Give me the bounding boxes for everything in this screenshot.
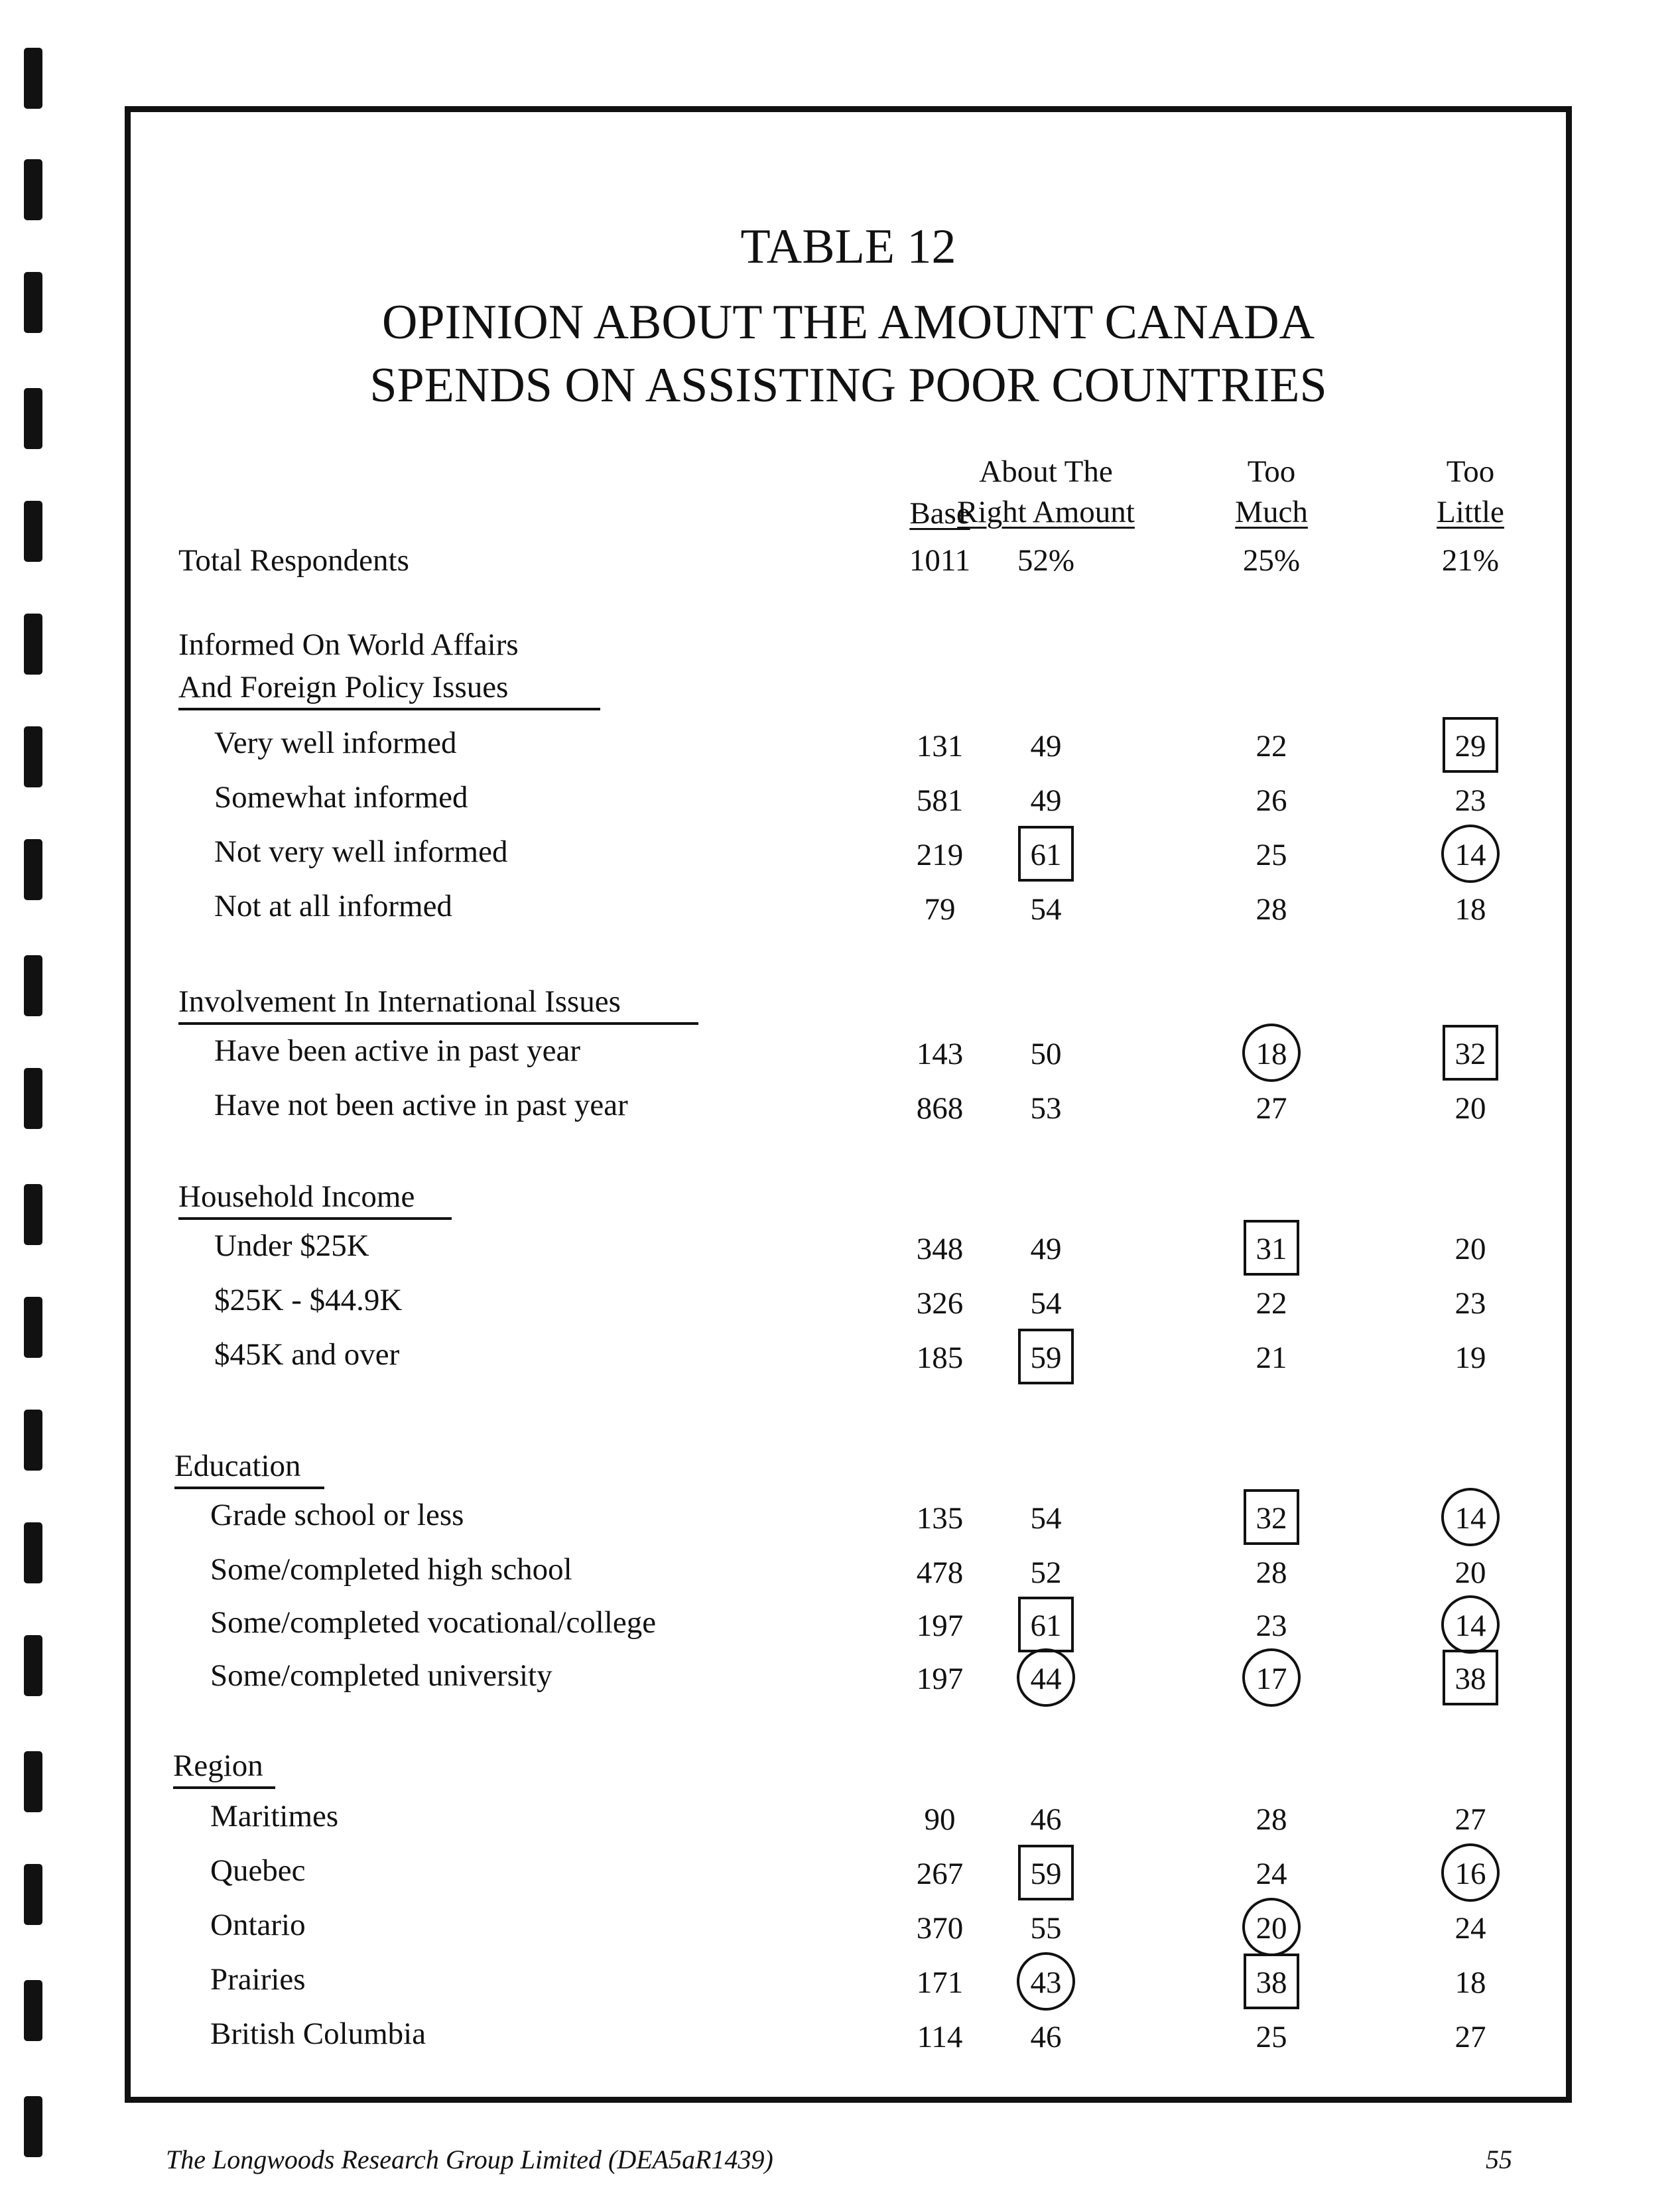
page-number: 55 bbox=[1486, 2145, 1512, 2174]
binding-mark bbox=[24, 1184, 42, 1245]
significance-box bbox=[1443, 1650, 1498, 1705]
section-underline bbox=[178, 1217, 452, 1220]
significance-circle bbox=[1441, 1488, 1500, 1546]
binding-mark bbox=[24, 272, 42, 333]
cell-about-right: 50 bbox=[1030, 1037, 1062, 1071]
cell-base: 219 bbox=[916, 838, 964, 872]
cell-about-right: 55 bbox=[1030, 1911, 1062, 1946]
cell-about-right: 54 bbox=[1030, 892, 1062, 927]
binding-mark bbox=[24, 2096, 42, 2157]
row-label: Not very well informed bbox=[214, 834, 508, 869]
cell-base: 581 bbox=[916, 783, 964, 818]
row-label: Some/completed high school bbox=[210, 1552, 572, 1587]
section-heading: Region bbox=[173, 1749, 263, 1783]
cell-base: 197 bbox=[916, 1609, 964, 1643]
cell-too-much: 21 bbox=[1256, 1341, 1287, 1375]
cell-about-right: 49 bbox=[1030, 1232, 1062, 1266]
binding-mark bbox=[24, 1068, 42, 1129]
cell-too-much: 18 bbox=[1256, 1037, 1287, 1071]
significance-circle bbox=[1441, 1595, 1500, 1654]
significance-circle bbox=[1242, 1024, 1301, 1082]
cell-too-much: 25% bbox=[1242, 543, 1301, 578]
cell-too-much: 24 bbox=[1256, 1857, 1287, 1891]
section-heading: Education bbox=[174, 1449, 301, 1483]
row-label: Have not been active in past year bbox=[214, 1088, 628, 1122]
cell-too-much: 31 bbox=[1256, 1232, 1287, 1266]
cell-base: 135 bbox=[916, 1501, 964, 1536]
column-header-base: Base bbox=[909, 496, 970, 531]
cell-too-little: 23 bbox=[1454, 1286, 1486, 1321]
column-header-too-little: Too Little bbox=[1437, 454, 1504, 530]
significance-circle bbox=[1441, 825, 1500, 883]
binding-mark bbox=[24, 48, 42, 109]
cell-too-much: 28 bbox=[1256, 892, 1287, 927]
significance-box bbox=[1018, 1329, 1074, 1384]
cell-too-much: 17 bbox=[1256, 1662, 1287, 1696]
cell-about-right: 53 bbox=[1030, 1091, 1062, 1126]
significance-circle bbox=[1017, 1648, 1075, 1707]
row-label: Somewhat informed bbox=[214, 780, 468, 815]
row-label: Not at all informed bbox=[214, 889, 452, 923]
row-label: Total Respondents bbox=[178, 543, 409, 578]
cell-about-right: 52% bbox=[1017, 543, 1075, 578]
cell-about-right: 61 bbox=[1030, 1609, 1062, 1643]
significance-box bbox=[1244, 1954, 1299, 2009]
cell-too-little: 38 bbox=[1454, 1662, 1486, 1696]
footer-company: The Longwoods Research Group Limited (DEA5aR1439) bbox=[166, 2145, 773, 2174]
cell-too-little: 14 bbox=[1454, 838, 1486, 872]
cell-too-little: 16 bbox=[1454, 1857, 1486, 1891]
cell-too-much: 27 bbox=[1256, 1091, 1287, 1126]
row-label: Prairies bbox=[210, 1962, 306, 1997]
cell-too-little: 14 bbox=[1454, 1501, 1486, 1536]
binding-mark bbox=[24, 955, 42, 1016]
significance-box bbox=[1018, 1597, 1074, 1652]
significance-circle bbox=[1242, 1898, 1301, 1956]
cell-about-right: 49 bbox=[1030, 729, 1062, 763]
table-frame bbox=[125, 106, 1572, 2103]
section-heading: Involvement In International Issues bbox=[178, 984, 621, 1019]
cell-too-much: 28 bbox=[1256, 1802, 1287, 1837]
cell-about-right: 46 bbox=[1030, 2020, 1062, 2054]
cell-base: 171 bbox=[916, 1965, 964, 2000]
row-label: Very well informed bbox=[214, 726, 457, 760]
row-label: Some/completed university bbox=[210, 1658, 552, 1693]
cell-too-little: 27 bbox=[1454, 1802, 1486, 1837]
cell-too-little: 27 bbox=[1454, 2020, 1486, 2054]
section-heading: And Foreign Policy Issues bbox=[178, 670, 509, 704]
row-label: Under $25K bbox=[214, 1228, 369, 1263]
binding-mark bbox=[24, 159, 42, 220]
cell-too-much: 22 bbox=[1256, 1286, 1287, 1321]
significance-circle bbox=[1242, 1648, 1301, 1707]
cell-base: 326 bbox=[916, 1286, 964, 1321]
cell-base: 90 bbox=[924, 1802, 956, 1837]
binding-mark bbox=[24, 839, 42, 900]
column-header-too-much: Too Much bbox=[1235, 454, 1308, 530]
cell-base: 478 bbox=[916, 1556, 964, 1590]
row-label: Some/completed vocational/college bbox=[210, 1605, 657, 1640]
cell-too-little: 18 bbox=[1454, 1965, 1486, 2000]
cell-base: 79 bbox=[924, 892, 956, 927]
cell-too-much: 22 bbox=[1256, 729, 1287, 763]
table-title-line2: SPENDS ON ASSISTING POOR COUNTRIES bbox=[369, 358, 1327, 413]
table-title-line1: OPINION ABOUT THE AMOUNT CANADA bbox=[381, 295, 1315, 350]
row-label: Quebec bbox=[210, 1853, 306, 1888]
significance-box bbox=[1244, 1489, 1299, 1545]
cell-too-much: 23 bbox=[1256, 1609, 1287, 1643]
cell-too-little: 20 bbox=[1454, 1232, 1486, 1266]
cell-about-right: 49 bbox=[1030, 783, 1062, 818]
row-label: $25K - $44.9K bbox=[214, 1283, 403, 1317]
significance-box bbox=[1018, 826, 1074, 882]
cell-base: 348 bbox=[916, 1232, 964, 1266]
section-underline bbox=[174, 1487, 324, 1489]
cell-about-right: 44 bbox=[1030, 1662, 1062, 1696]
cell-base: 185 bbox=[916, 1341, 964, 1375]
binding-mark bbox=[24, 1980, 42, 2041]
section-underline bbox=[173, 1786, 275, 1789]
row-label: Grade school or less bbox=[210, 1498, 464, 1532]
binding-mark bbox=[24, 726, 42, 787]
cell-too-much: 25 bbox=[1256, 2020, 1287, 2054]
significance-box bbox=[1443, 717, 1498, 773]
cell-about-right: 46 bbox=[1030, 1802, 1062, 1837]
cell-about-right: 54 bbox=[1030, 1501, 1062, 1536]
section-underline bbox=[178, 1022, 698, 1025]
row-label: Ontario bbox=[210, 1908, 306, 1942]
cell-too-little: 19 bbox=[1454, 1341, 1486, 1375]
cell-too-much: 25 bbox=[1256, 838, 1287, 872]
cell-too-little: 20 bbox=[1454, 1556, 1486, 1590]
binding-mark bbox=[24, 1635, 42, 1696]
cell-too-much: 38 bbox=[1256, 1965, 1287, 2000]
significance-box bbox=[1244, 1220, 1299, 1276]
cell-too-much: 28 bbox=[1256, 1556, 1287, 1590]
cell-too-little: 32 bbox=[1454, 1037, 1486, 1071]
cell-about-right: 54 bbox=[1030, 1286, 1062, 1321]
binding-mark bbox=[24, 1410, 42, 1471]
row-label: British Columbia bbox=[210, 2017, 426, 2051]
cell-about-right: 59 bbox=[1030, 1857, 1062, 1891]
cell-too-little: 20 bbox=[1454, 1091, 1486, 1126]
cell-base: 868 bbox=[916, 1091, 964, 1126]
cell-too-little: 21% bbox=[1441, 543, 1500, 578]
cell-too-little: 18 bbox=[1454, 892, 1486, 927]
row-label: Have been active in past year bbox=[214, 1033, 580, 1068]
binding-mark bbox=[24, 1864, 42, 1925]
binding-mark bbox=[24, 1522, 42, 1583]
column-header-about-right-amount: About The Right Amount bbox=[957, 454, 1135, 530]
binding-mark bbox=[24, 1751, 42, 1812]
cell-too-much: 20 bbox=[1256, 1911, 1287, 1946]
cell-about-right: 52 bbox=[1030, 1556, 1062, 1590]
cell-too-little: 24 bbox=[1454, 1911, 1486, 1946]
section-underline bbox=[178, 708, 600, 710]
row-label: $45K and over bbox=[214, 1337, 400, 1372]
binding-mark bbox=[24, 614, 42, 675]
table-number: TABLE 12 bbox=[740, 220, 956, 274]
cell-base: 197 bbox=[916, 1662, 964, 1696]
significance-box bbox=[1018, 1845, 1074, 1900]
binding-mark bbox=[24, 501, 42, 562]
cell-base: 370 bbox=[916, 1911, 964, 1946]
cell-base: 1011 bbox=[909, 543, 971, 578]
significance-circle bbox=[1017, 1952, 1075, 2011]
significance-box bbox=[1443, 1025, 1498, 1081]
cell-about-right: 59 bbox=[1030, 1341, 1062, 1375]
cell-too-little: 29 bbox=[1454, 729, 1486, 763]
cell-base: 114 bbox=[917, 2020, 963, 2054]
binding-mark bbox=[24, 1297, 42, 1358]
cell-base: 267 bbox=[916, 1857, 964, 1891]
cell-too-much: 26 bbox=[1256, 783, 1287, 818]
cell-too-little: 14 bbox=[1454, 1609, 1486, 1643]
cell-base: 143 bbox=[916, 1037, 964, 1071]
section-heading: Household Income bbox=[178, 1179, 415, 1214]
binding-mark bbox=[24, 388, 42, 449]
cell-base: 131 bbox=[916, 729, 964, 763]
cell-about-right: 43 bbox=[1030, 1965, 1062, 2000]
cell-about-right: 61 bbox=[1030, 838, 1062, 872]
section-heading: Informed On World Affairs bbox=[178, 628, 519, 662]
cell-too-little: 23 bbox=[1454, 783, 1486, 818]
cell-too-much: 32 bbox=[1256, 1501, 1287, 1536]
significance-circle bbox=[1441, 1843, 1500, 1902]
row-label: Maritimes bbox=[210, 1799, 339, 1833]
